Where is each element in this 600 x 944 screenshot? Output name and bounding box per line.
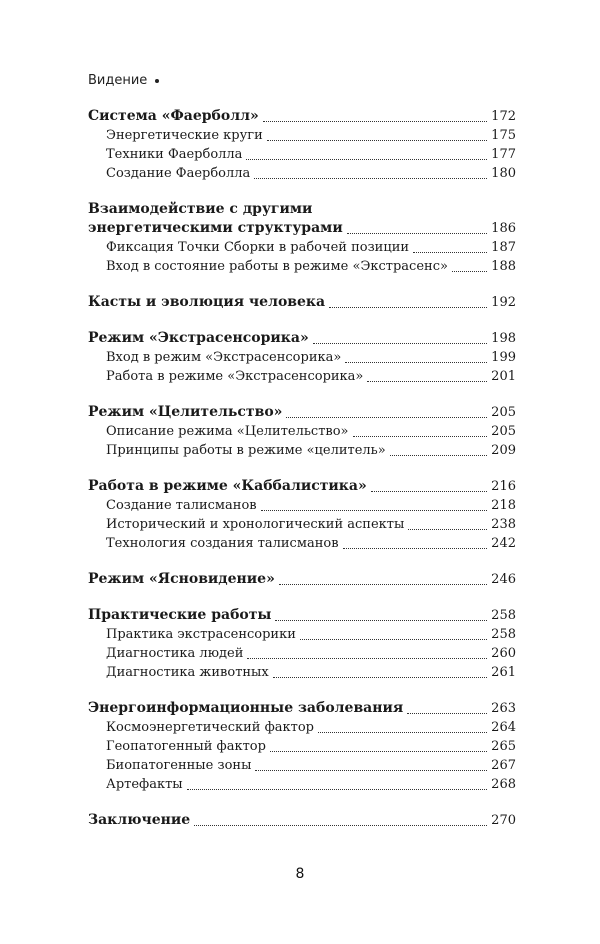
dot-leader	[187, 788, 488, 790]
toc-section	[88, 200, 516, 276]
toc-entry[interactable]	[88, 625, 516, 644]
dot-leader	[267, 139, 487, 141]
toc-entry[interactable]	[88, 441, 516, 460]
toc-entry[interactable]	[88, 496, 516, 515]
dot-leader	[255, 769, 487, 771]
toc-entry-label: Техники Фаерболла	[106, 147, 243, 162]
toc-page-number: 258	[491, 608, 516, 623]
toc-page-number: 261	[491, 665, 516, 680]
toc-entry-label: Геопатогенный фактор	[106, 739, 266, 754]
toc-entry-label: Принципы работы в режиме «целитель»	[106, 443, 386, 458]
toc-page-number: 260	[491, 646, 516, 661]
toc-section-title: Практические работы	[88, 607, 272, 623]
dot-leader	[273, 676, 487, 678]
toc-entry[interactable]	[88, 737, 516, 756]
dot-leader	[275, 619, 487, 621]
toc-section-title: энергетическими структурами	[88, 220, 343, 236]
toc-entry[interactable]	[88, 238, 516, 257]
toc-entry-label: Фиксация Точки Сборки в рабочей позиции	[106, 240, 410, 255]
dot-leader	[371, 490, 487, 492]
dot-leader	[390, 454, 487, 456]
toc-section	[88, 403, 516, 460]
dot-leader	[345, 361, 487, 363]
toc-entry[interactable]	[88, 718, 516, 737]
dot-leader	[408, 528, 487, 530]
toc-entry-label: Космоэнергетический фактор	[106, 720, 314, 735]
toc-page-number: 238	[491, 517, 516, 532]
toc-section-heading[interactable]	[88, 293, 516, 312]
toc-section-heading[interactable]	[88, 329, 516, 348]
page-number: 8	[295, 866, 305, 882]
toc-section	[88, 107, 516, 183]
toc-entry-label: Вход в состояние работы в режиме «Экстрасенс»	[106, 259, 448, 274]
dot-leader	[194, 824, 487, 826]
toc-entry[interactable]	[88, 145, 516, 164]
dot-leader	[343, 547, 488, 549]
dot-leader	[318, 731, 487, 733]
toc-section-heading[interactable]	[88, 570, 516, 589]
dot-leader	[347, 232, 487, 234]
toc-entry-label: Диагностика животных	[106, 665, 269, 680]
toc-page-number: 192	[491, 295, 516, 310]
toc-page-number: 177	[491, 147, 516, 162]
toc-page-number: 270	[491, 813, 516, 828]
toc-section	[88, 570, 516, 589]
dot-leader	[367, 380, 487, 382]
toc-entry[interactable]	[88, 756, 516, 775]
dot-leader	[254, 177, 487, 179]
toc-section-title: Режим «Ясновидение»	[88, 571, 275, 587]
toc-entry[interactable]	[88, 515, 516, 534]
toc-section-title: Работа в режиме «Каббалистика»	[88, 478, 367, 494]
toc-page-number: 258	[491, 627, 516, 642]
toc-entry[interactable]	[88, 126, 516, 145]
dot-leader	[300, 638, 487, 640]
toc-entry-label: Технология создания талисманов	[106, 536, 339, 551]
toc-section	[88, 293, 516, 312]
toc-page-number: 242	[491, 536, 516, 551]
dot-leader	[247, 657, 487, 659]
toc-section-title: Энергоинформационные заболевания	[88, 700, 404, 716]
toc-entry-label: Создание талисманов	[106, 498, 257, 513]
toc-page-number: 216	[491, 479, 516, 494]
toc-entry-label: Диагностика людей	[106, 646, 244, 661]
toc-section	[88, 477, 516, 553]
toc-entry-label: Исторический и хронологический аспекты	[106, 517, 405, 532]
toc-entry-label: Вход в режим «Экстрасенсорика»	[106, 350, 342, 365]
toc-entry[interactable]	[88, 367, 516, 386]
toc-page-number: 268	[491, 777, 516, 792]
dot-leader	[246, 158, 487, 160]
toc-page-number: 188	[491, 259, 516, 274]
dot-leader	[452, 270, 487, 272]
dot-leader	[270, 750, 487, 752]
toc-entry-label: Описание режима «Целительство»	[106, 424, 349, 439]
toc-page-number: 180	[491, 166, 516, 181]
toc-entry[interactable]	[88, 422, 516, 441]
toc-page-number: 267	[491, 758, 516, 773]
toc-page-number: 186	[491, 221, 516, 236]
toc-entry[interactable]	[88, 644, 516, 663]
toc-entry[interactable]	[88, 534, 516, 553]
table-of-contents	[88, 107, 516, 847]
toc-section	[88, 811, 516, 830]
toc-entry[interactable]	[88, 348, 516, 367]
toc-entry-label: Биопатогенные зоны	[106, 758, 252, 773]
dot-leader	[413, 251, 487, 253]
dot-leader	[329, 306, 487, 308]
toc-page-number: 187	[491, 240, 516, 255]
toc-entry[interactable]	[88, 257, 516, 276]
dot-leader	[407, 712, 487, 714]
dot-leader	[353, 435, 488, 437]
toc-page-number: 205	[491, 405, 516, 420]
toc-page-number: 172	[491, 109, 516, 124]
toc-section-title: Система «Фаерболл»	[88, 108, 259, 124]
toc-page-number: 175	[491, 128, 516, 143]
toc-section-heading[interactable]	[88, 477, 516, 496]
toc-entry-label: Создание Фаерболла	[106, 166, 251, 181]
toc-section-title: Касты и эволюция человека	[88, 294, 326, 310]
toc-section-title-line: Взаимодействие с другими	[88, 201, 313, 217]
dot-leader	[261, 509, 488, 511]
toc-entry-label: Практика экстрасенсорики	[106, 627, 296, 642]
running-head-text: Видение	[88, 73, 148, 88]
toc-section-heading[interactable]	[88, 403, 516, 422]
toc-entry-label: Работа в режиме «Экстрасенсорика»	[106, 369, 364, 384]
toc-page-number: 209	[491, 443, 516, 458]
toc-section-heading[interactable]	[88, 107, 516, 126]
toc-page-number: 264	[491, 720, 516, 735]
toc-entry[interactable]	[88, 663, 516, 682]
toc-section	[88, 329, 516, 386]
toc-section-title: Режим «Экстрасенсорика»	[88, 330, 309, 346]
bullet-dot-icon	[155, 79, 159, 83]
toc-section	[88, 699, 516, 794]
toc-page-number: 263	[491, 701, 516, 716]
toc-section-title: Режим «Целительство»	[88, 404, 283, 420]
dot-leader	[263, 120, 487, 122]
toc-page-number: 201	[491, 369, 516, 384]
toc-page-number: 198	[491, 331, 516, 346]
dot-leader	[286, 416, 487, 418]
toc-section-title: Заключение	[88, 812, 191, 828]
toc-entry-label: Энергетические круги	[106, 128, 263, 143]
toc-section-heading[interactable]	[88, 699, 516, 718]
toc-page-number: 265	[491, 739, 516, 754]
toc-section-heading[interactable]	[88, 606, 516, 625]
toc-section-heading[interactable]	[88, 811, 516, 830]
dot-leader	[279, 583, 487, 585]
toc-page-number: 218	[491, 498, 516, 513]
running-head	[88, 73, 159, 88]
toc-page-number: 205	[491, 424, 516, 439]
toc-entry-label: Артефакты	[106, 777, 183, 792]
toc-page-number: 246	[491, 572, 516, 587]
toc-section-heading[interactable]	[88, 219, 516, 238]
toc-entry[interactable]	[88, 775, 516, 794]
toc-section	[88, 606, 516, 682]
toc-entry[interactable]	[88, 164, 516, 183]
toc-page-number: 199	[491, 350, 516, 365]
dot-leader	[313, 342, 487, 344]
